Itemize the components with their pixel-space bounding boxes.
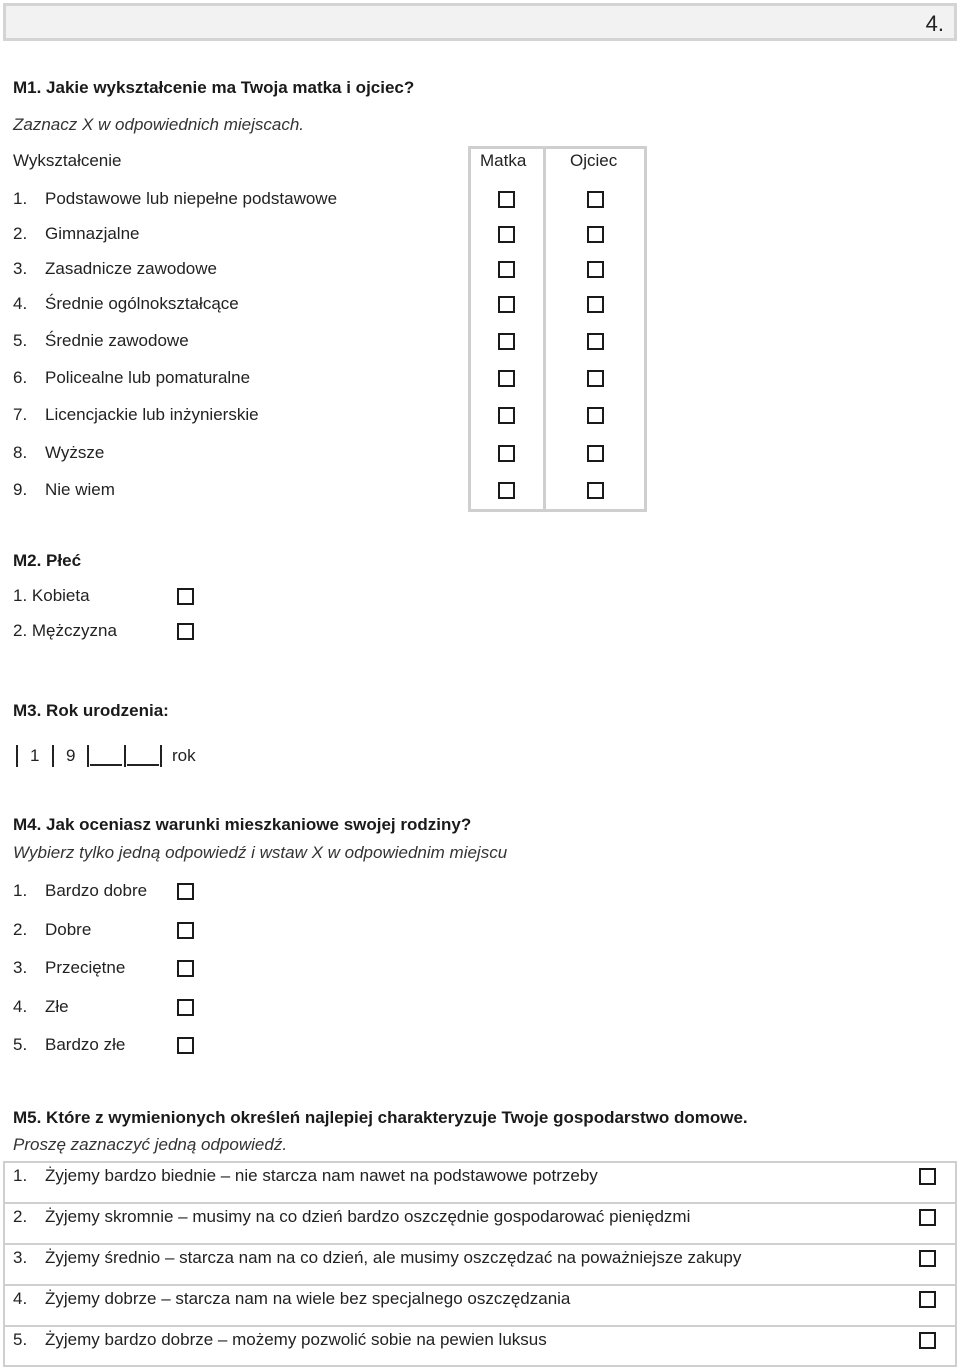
education-row-label: Nie wiem xyxy=(45,480,115,499)
household-option-label: Żyjemy skromnie – musimy na co dzień bardzo oszczędnie gospodarować pieniędzmi xyxy=(45,1207,691,1226)
father-education-checkbox[interactable] xyxy=(587,482,604,499)
household-option-label: Żyjemy bardzo biednie – nie starcza nam nawet na podstawowe potrzeby xyxy=(45,1166,598,1185)
page-number: 4. xyxy=(925,11,944,36)
year-divider xyxy=(87,745,89,767)
housing-option-checkbox[interactable] xyxy=(177,1037,194,1054)
column-header-mother: Matka xyxy=(480,151,527,170)
year-divider xyxy=(52,745,54,767)
education-row-label: Gimnazjalne xyxy=(45,224,140,243)
education-row-number: 4. xyxy=(13,294,28,313)
mother-education-checkbox[interactable] xyxy=(498,445,515,462)
m5-instruction: Proszę zaznaczyć jedną odpowiedź. xyxy=(13,1135,288,1154)
education-row-label: Policealne lub pomaturalne xyxy=(45,368,251,387)
m3-title: M3. Rok urodzenia: xyxy=(13,701,169,720)
father-education-checkbox[interactable] xyxy=(587,407,604,424)
gender-option-label: 2. Mężczyzna xyxy=(13,621,117,640)
housing-option-checkbox[interactable] xyxy=(177,960,194,977)
m4-title: M4. Jak oceniasz warunki mieszkaniowe swojej rodziny? xyxy=(13,815,472,834)
header-bar xyxy=(3,3,957,41)
table-divider xyxy=(468,509,647,512)
mother-education-checkbox[interactable] xyxy=(498,261,515,278)
education-row-label: Podstawowe lub niepełne podstawowe xyxy=(45,189,338,208)
year-digit-2: 9 xyxy=(66,746,76,765)
household-option-checkbox[interactable] xyxy=(919,1168,936,1185)
father-education-checkbox[interactable] xyxy=(587,261,604,278)
housing-option-checkbox[interactable] xyxy=(177,999,194,1016)
education-row-number: 9. xyxy=(13,480,28,499)
year-suffix: rok xyxy=(172,746,196,765)
table-divider xyxy=(644,146,647,512)
household-option-number: 2. xyxy=(13,1207,28,1226)
table-divider xyxy=(468,146,647,149)
education-row-label: Średnie ogólnokształcące xyxy=(45,294,239,313)
housing-option-checkbox[interactable] xyxy=(177,883,194,900)
household-option-checkbox[interactable] xyxy=(919,1250,936,1267)
m1-instruction: Zaznacz X w odpowiednich miejscach. xyxy=(13,115,305,134)
household-option-number: 3. xyxy=(13,1248,28,1267)
housing-option-label: Złe xyxy=(45,997,69,1016)
education-row-label: Wyższe xyxy=(45,443,105,462)
housing-option-label: Bardzo złe xyxy=(45,1035,126,1054)
household-option-number: 4. xyxy=(13,1289,28,1308)
mother-education-checkbox[interactable] xyxy=(498,226,515,243)
mother-education-checkbox[interactable] xyxy=(498,370,515,387)
household-option-label: Żyjemy średnio – starcza nam na co dzień, ale musimy oszczędzać na poważniejsze zakupy xyxy=(45,1248,742,1267)
year-divider xyxy=(16,745,18,767)
mother-education-checkbox[interactable] xyxy=(498,482,515,499)
education-row-label: Średnie zawodowe xyxy=(45,331,189,350)
mother-education-checkbox[interactable] xyxy=(498,333,515,350)
education-row-number: 3. xyxy=(13,259,28,278)
housing-option-number: 5. xyxy=(13,1035,28,1054)
father-education-checkbox[interactable] xyxy=(587,296,604,313)
father-education-checkbox[interactable] xyxy=(587,226,604,243)
housing-option-number: 4. xyxy=(13,997,28,1016)
education-row-label: Licencjackie lub inżynierskie xyxy=(45,405,259,424)
education-row-number: 6. xyxy=(13,368,28,387)
household-option-checkbox[interactable] xyxy=(919,1332,936,1349)
m5-title: M5. Które z wymienionych określeń najlepiej charakteryzuje Twoje gospodarstwo domowe. xyxy=(13,1108,748,1127)
housing-option-number: 2. xyxy=(13,920,28,939)
year-divider xyxy=(160,745,162,767)
m1-title: M1. Jakie wykształcenie ma Twoja matka i ojciec? xyxy=(13,78,415,97)
column-header-education: Wykształcenie xyxy=(13,151,122,170)
mother-education-checkbox[interactable] xyxy=(498,296,515,313)
gender-female-checkbox[interactable] xyxy=(177,588,194,605)
gender-male-checkbox[interactable] xyxy=(177,623,194,640)
housing-option-label: Dobre xyxy=(45,920,92,939)
father-education-checkbox[interactable] xyxy=(587,370,604,387)
housing-option-number: 1. xyxy=(13,881,28,900)
education-row-label: Zasadnicze zawodowe xyxy=(45,259,217,278)
table-divider xyxy=(468,146,471,512)
table-divider xyxy=(543,146,546,512)
housing-option-label: Bardzo dobre xyxy=(45,881,148,900)
year-divider xyxy=(124,745,126,767)
education-row-number: 7. xyxy=(13,405,28,424)
m2-title: M2. Płeć xyxy=(13,551,82,570)
year-digit-4-blank[interactable] xyxy=(127,764,159,766)
mother-education-checkbox[interactable] xyxy=(498,407,515,424)
year-digit-3-blank[interactable] xyxy=(90,764,122,766)
education-row-number: 8. xyxy=(13,443,28,462)
education-row-number: 5. xyxy=(13,331,28,350)
household-option-checkbox[interactable] xyxy=(919,1291,936,1308)
column-header-father: Ojciec xyxy=(570,151,618,170)
housing-option-checkbox[interactable] xyxy=(177,922,194,939)
m4-instruction: Wybierz tylko jedną odpowiedź i wstaw X w odpowiednim miejscu xyxy=(13,843,508,862)
household-option-number: 1. xyxy=(13,1166,28,1185)
education-row-number: 1. xyxy=(13,189,28,208)
education-row-number: 2. xyxy=(13,224,28,243)
mother-education-checkbox[interactable] xyxy=(498,191,515,208)
father-education-checkbox[interactable] xyxy=(587,445,604,462)
household-option-label: Żyjemy dobrze – starcza nam na wiele bez specjalnego oszczędzania xyxy=(45,1289,571,1308)
father-education-checkbox[interactable] xyxy=(587,191,604,208)
gender-option-label: 1. Kobieta xyxy=(13,586,90,605)
household-option-number: 5. xyxy=(13,1330,28,1349)
housing-option-label: Przeciętne xyxy=(45,958,126,977)
household-option-label: Żyjemy bardzo dobrze – możemy pozwolić sobie na pewien luksus xyxy=(45,1330,547,1349)
year-digit-1: 1 xyxy=(30,746,40,765)
household-option-checkbox[interactable] xyxy=(919,1209,936,1226)
housing-option-number: 3. xyxy=(13,958,28,977)
father-education-checkbox[interactable] xyxy=(587,333,604,350)
